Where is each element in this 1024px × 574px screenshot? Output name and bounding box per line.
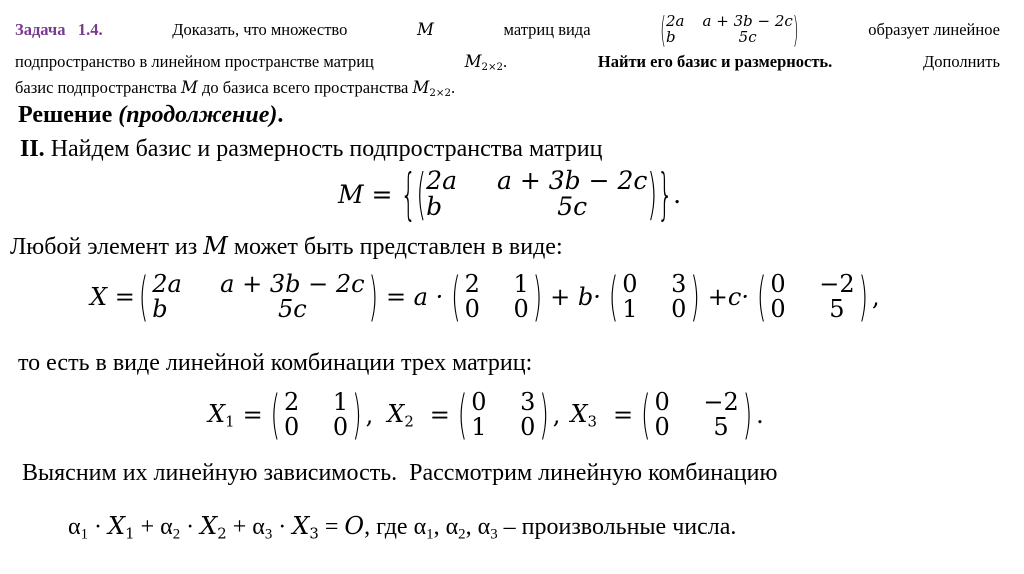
final-equation: $\alpha_1$ · $X_1$ + $\alpha_2$ · $X_2$ + $\alpha_3$ · $X_3$ = O , где $\alpha_1$, $\alpha_2$, $\alpha_3$ – произвольные числа. — [68, 512, 737, 543]
dot-operator: · — [94, 514, 103, 540]
space-symbol-2: M — [412, 78, 430, 97]
space-subscript: 2×2 — [481, 62, 504, 74]
dot-operator: · — [186, 514, 195, 540]
alpha: α — [68, 514, 81, 540]
equals: = — [324, 514, 339, 540]
dependence-text: Выясним их линейную зависимость. Рассмотрим линейную комбинацию — [22, 460, 778, 486]
matrix-cell: −2 — [819, 270, 855, 298]
period: . — [451, 78, 456, 97]
comma: , — [872, 283, 880, 312]
x-subscript: 3 — [309, 524, 319, 543]
set-matrix-cell: a + 3b − 2c — [496, 166, 648, 195]
matrix-cell: 1 — [513, 270, 529, 298]
header-matrix-cell: 5c — [738, 27, 757, 46]
alpha: α — [252, 514, 265, 540]
period: . — [756, 401, 764, 430]
matrix-cell: 0 — [654, 388, 670, 416]
alpha-subscript: 2 — [458, 526, 466, 543]
matrix-cell: 1 — [332, 388, 349, 416]
section-text: Найдем базис и размерность подпространства матриц — [50, 136, 603, 162]
matrix-cell: 5 — [713, 413, 729, 442]
alpha-subscript: 1 — [426, 526, 434, 543]
space-symbol: M — [464, 52, 482, 71]
matrix-cell: b — [152, 295, 168, 324]
alpha-subscript: 1 — [80, 526, 89, 543]
alpha: α — [445, 514, 459, 540]
equals: = — [429, 401, 450, 430]
set-matrix-cell: 5c — [557, 192, 588, 222]
dot-operator: · — [278, 514, 287, 540]
problem-text-4: подпространство в линейном пространстве матриц — [15, 52, 374, 71]
solution-title: Решение — [18, 102, 113, 128]
decomposition: X = ( 2a a + 3b − 2c b 5c ) = a · ( 2 1 0 0 ) + b· ( 0 3 1 0 ) +c· ( 0 −2 0 5 ) , — [90, 266, 880, 328]
decomp-plus-c: +c· — [707, 283, 749, 312]
header-matrix-cell: a + 3b − 2c — [702, 12, 793, 30]
problem-text-6: базис подпространства — [15, 78, 177, 97]
alpha-subscript: 3 — [490, 526, 498, 543]
matrix-cell: 0 — [654, 413, 670, 442]
matrix-cell: 0 — [471, 388, 487, 416]
period: . — [673, 179, 682, 209]
matrix-cell: 0 — [671, 295, 687, 324]
combination-text: то есть в виде линейной комбинации трех матриц: — [18, 350, 533, 376]
alpha: α — [160, 514, 173, 540]
x-symbol: X — [292, 512, 310, 540]
decomp-eq: = a · — [385, 283, 444, 312]
matrix-cell: 2a — [152, 270, 182, 298]
any-text-2: может быть представлен в виде: — [233, 234, 563, 260]
combination-line — [18, 350, 532, 377]
period: . — [277, 102, 284, 128]
set-matrix-cell: 2a — [426, 166, 457, 195]
matrix-cell: 1 — [471, 413, 487, 442]
x3-symbol: X — [570, 399, 588, 428]
plus: + — [140, 514, 155, 540]
alpha-subscript: 2 — [172, 526, 181, 543]
matrix-cell: 0 — [770, 295, 786, 324]
problem-line-2 — [15, 52, 1000, 73]
decomp-plus-b: + b· — [550, 283, 601, 312]
matrix-cell: 3 — [671, 270, 687, 298]
problem-number: 1.4. — [77, 19, 103, 39]
set-symbol: M — [416, 20, 434, 40]
header-matrix: ( 2a a + 3b − 2c b 5c ) — [660, 8, 799, 52]
x3-subscript: 3 — [587, 412, 597, 431]
matrix-cell: 0 — [622, 270, 638, 298]
alpha: α — [413, 514, 427, 540]
x-symbol: X — [108, 512, 126, 540]
matrix-cell: 0 — [513, 295, 529, 324]
header-matrix-cell: b — [666, 27, 676, 46]
problem-line-3 — [15, 78, 455, 99]
problem-text-1: Доказать, что множество — [172, 19, 348, 39]
final-tail: – произвольные числа. — [503, 514, 737, 540]
matrix-cell: 5c — [278, 295, 307, 324]
x2-subscript: 2 — [404, 412, 414, 431]
set-symbol-3: M — [203, 232, 228, 260]
problem-line-1 — [15, 8, 1000, 52]
matrix-cell: 0 — [284, 413, 300, 442]
any-element-line — [10, 232, 563, 261]
alpha-subscript: 3 — [264, 526, 273, 543]
set-definition: M = { ( 2a a + 3b − 2c b 5c ) } . — [338, 162, 682, 227]
comma: , — [552, 401, 561, 430]
matrix-cell: 0 — [464, 295, 480, 324]
section-number: II. — [20, 136, 45, 162]
final-where: , где — [364, 514, 408, 540]
set-matrix-cell: b — [426, 192, 443, 222]
matrix-cell: 5 — [829, 295, 845, 324]
matrix-cell: a + 3b − 2c — [220, 270, 365, 298]
solution-title-italic: (продолжение) — [118, 102, 278, 128]
set-lhs: M = — [338, 179, 393, 209]
header-matrix-cell: 2a — [666, 12, 685, 30]
alpha: α — [477, 514, 491, 540]
zero-matrix: O — [344, 512, 365, 540]
problem-text-2: матриц вида — [503, 19, 591, 39]
matrices-x: $X_1$ = ( 2 1 0 0 ) , $X_2$ = ( 0 3 1 0 ) , $X_3$ = ( 0 −2 0 5 ) . — [208, 384, 764, 446]
equals: = — [242, 401, 263, 430]
set-symbol-2: M — [180, 78, 198, 97]
problem-text-7: до базиса всего пространства — [201, 78, 409, 97]
matrix-cell: −2 — [703, 388, 739, 416]
matrix-cell: 3 — [520, 388, 536, 416]
problem-text-3: образует линейное — [868, 19, 1000, 39]
dependence-line — [22, 460, 777, 487]
matrix-cell: 1 — [622, 295, 638, 324]
solution-heading — [18, 102, 283, 129]
matrix-cell: 0 — [332, 413, 349, 442]
space-subscript-2: 2×2 — [429, 88, 451, 100]
period: . — [503, 52, 508, 71]
x-symbol: X — [200, 512, 218, 540]
matrix-cell: 2 — [464, 270, 480, 298]
comma: , — [365, 401, 374, 430]
x-subscript: 1 — [125, 524, 135, 543]
x1-symbol: X — [208, 399, 226, 428]
section-II — [20, 136, 602, 163]
x-subscript: 2 — [217, 524, 227, 543]
matrix-cell: 2 — [284, 388, 300, 416]
any-text-1: Любой элемент из — [10, 234, 198, 260]
equals: = — [613, 401, 634, 430]
plus: + — [232, 514, 247, 540]
matrix-cell: 0 — [770, 270, 786, 298]
matrix-cell: 0 — [520, 413, 536, 442]
x2-symbol: X — [387, 399, 405, 428]
problem-text-5: Дополнить — [922, 52, 1000, 71]
problem-label: Задача — [15, 19, 66, 39]
decomp-lhs: X = — [90, 283, 135, 312]
task-bold: Найти его базис и размерность. — [597, 52, 833, 71]
x1-subscript: 1 — [225, 412, 235, 431]
